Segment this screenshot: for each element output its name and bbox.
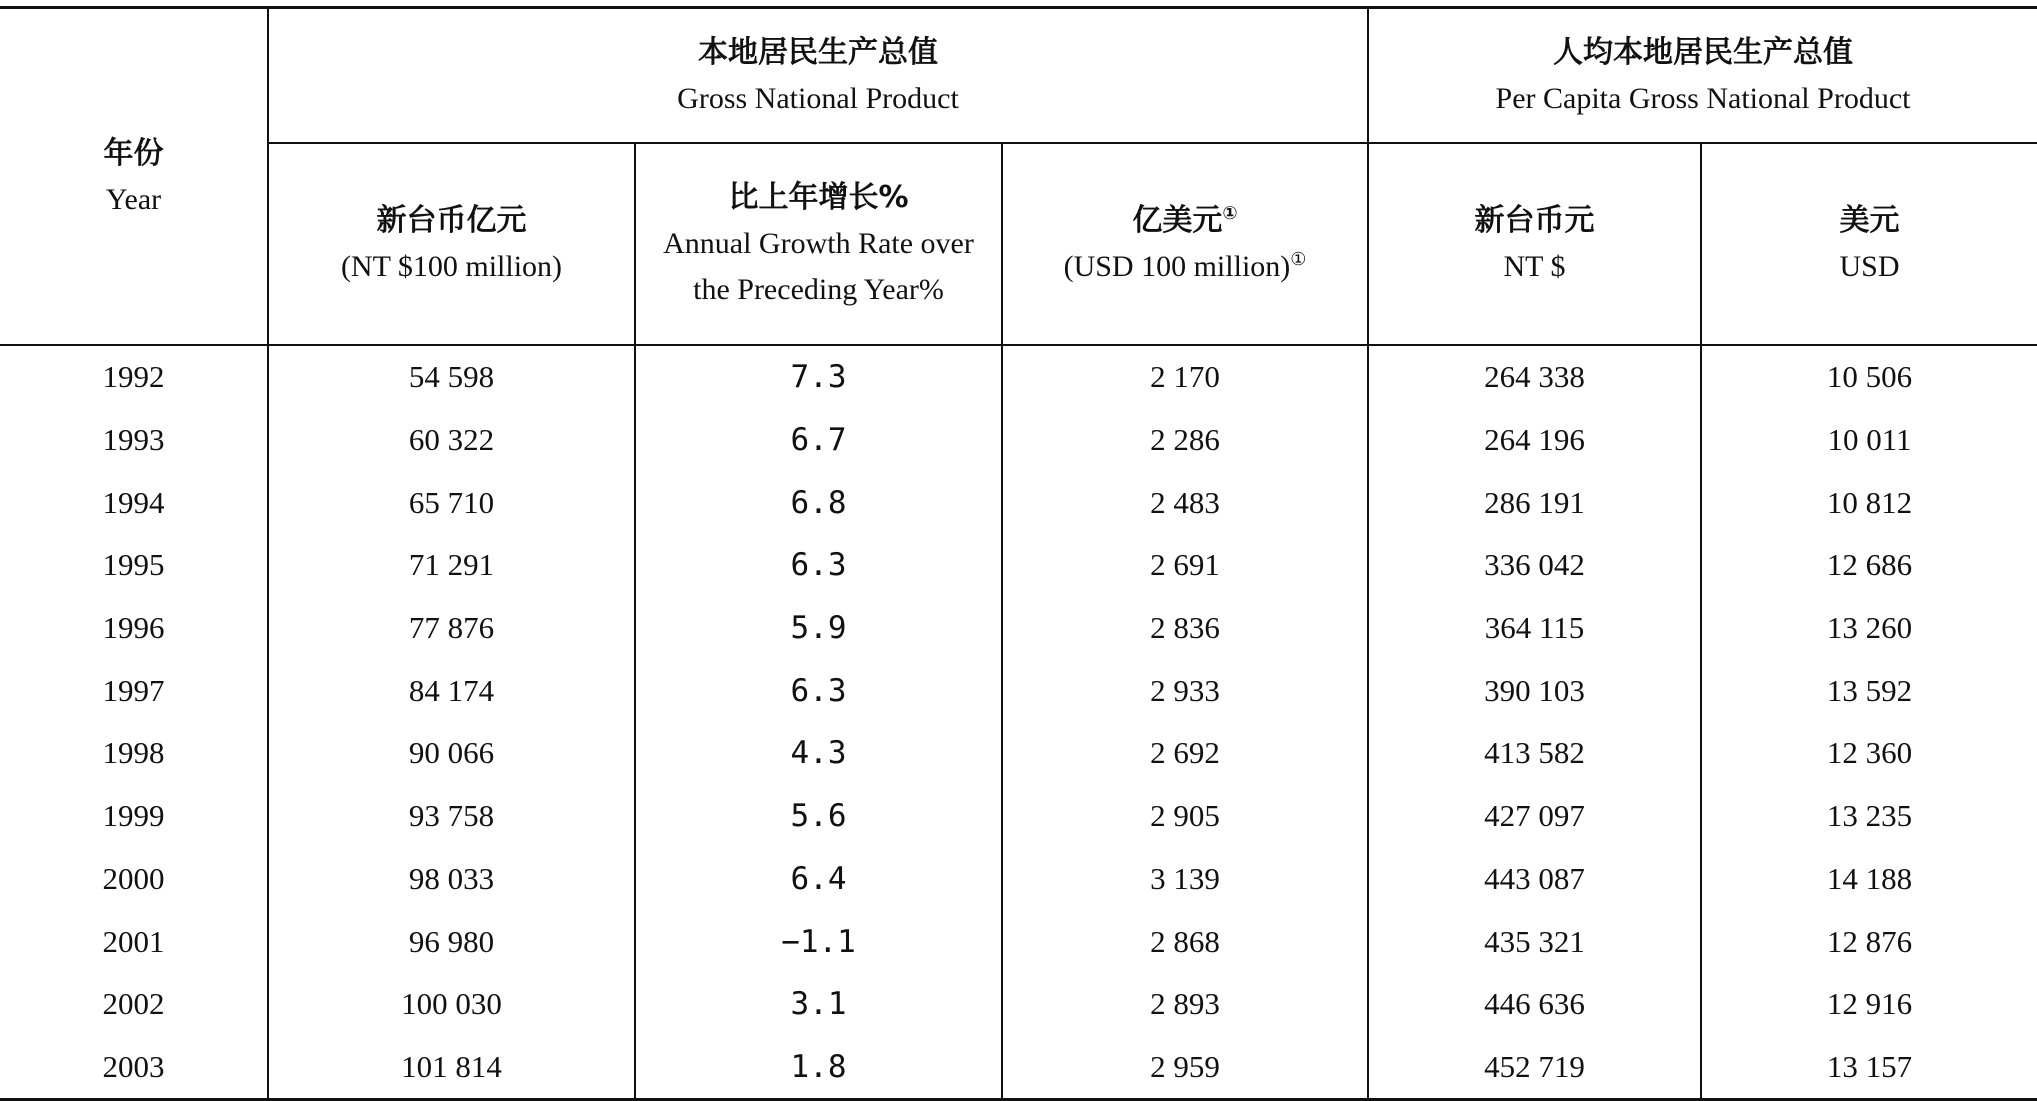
per-capita-usd-cell: 10 011 [1701, 409, 2037, 472]
footnote-mark: ① [1222, 203, 1238, 224]
gnp-usd-cell: 2 483 [1002, 471, 1368, 534]
gnp-ntd-header-en: (NT $100 million) [340, 250, 563, 283]
gnp-usd-cell: 2 933 [1002, 659, 1368, 722]
per-capita-usd-cell: 12 876 [1701, 910, 2037, 973]
year-cell: 1999 [102, 798, 165, 834]
gnp-ntd-cell: 77 876 [268, 597, 635, 660]
gnp-ntd-cell: 96 980 [268, 910, 635, 973]
gnp-ntd-cell: 84 174 [268, 659, 635, 722]
year-cell: 1992 [102, 359, 165, 395]
year-cell: 1993 [102, 422, 165, 458]
table-row [0, 722, 2037, 785]
gnp-usd-cell: 2 893 [1002, 973, 1368, 1036]
year-cell: 2000 [102, 860, 165, 896]
gnp-usd-cell: 2 692 [1002, 722, 1368, 785]
table-row [0, 345, 2037, 409]
table-row [0, 471, 2037, 534]
per-capita-usd-cell: 12 916 [1701, 973, 2037, 1036]
footnote-mark: ① [1290, 249, 1307, 269]
growth-rate-cell: 6.4 [635, 848, 1002, 911]
table-row [0, 534, 2037, 597]
growth-rate-cell: 6.3 [635, 534, 1002, 597]
gnp-usd-column-header [1002, 143, 1368, 345]
gnp-ntd-cell: 71 291 [268, 534, 635, 597]
per-capita-ntd-cell: 452 719 [1368, 1036, 1701, 1100]
gnp-usd-header-en-line [1003, 244, 1367, 290]
per-capita-header-en: Per Capita Gross National Product [1495, 81, 1911, 115]
per-capita-ntd-header-zh: 新台币元 [1474, 203, 1595, 238]
per-capita-ntd-cell: 413 582 [1368, 722, 1701, 785]
per-capita-group-header [1368, 8, 2037, 144]
gnp-ntd-column-header [268, 143, 635, 345]
year-cell: 1995 [102, 547, 165, 583]
per-capita-ntd-cell: 286 191 [1368, 471, 1701, 534]
growth-rate-cell: 6.3 [635, 659, 1002, 722]
gnp-usd-header-en: (USD 100 million) [1063, 250, 1291, 283]
gnp-header-en: Gross National Product [677, 81, 959, 115]
table-row [0, 1036, 2037, 1100]
table-row [0, 910, 2037, 973]
year-cell: 2002 [102, 986, 165, 1022]
per-capita-usd-cell: 13 157 [1701, 1036, 2037, 1100]
per-capita-ntd-column-header [1368, 143, 1701, 345]
year-column-header [0, 8, 268, 346]
gnp-usd-cell: 2 286 [1002, 409, 1368, 472]
per-capita-ntd-cell: 446 636 [1368, 973, 1701, 1036]
gnp-ntd-cell: 93 758 [268, 785, 635, 848]
growth-rate-cell: 4.3 [635, 722, 1002, 785]
gnp-ntd-cell: 54 598 [268, 345, 635, 409]
per-capita-ntd-cell: 427 097 [1368, 785, 1701, 848]
gnp-table [0, 6, 2037, 1101]
per-capita-ntd-cell: 336 042 [1368, 534, 1701, 597]
growth-rate-cell: 5.9 [635, 597, 1002, 660]
per-capita-usd-cell: 14 188 [1701, 848, 2037, 911]
gnp-usd-cell: 2 868 [1002, 910, 1368, 973]
per-capita-header-zh: 人均本地居民生产总值 [1553, 34, 1853, 70]
table-body [0, 345, 2037, 1100]
growth-header-en-line1: Annual Growth Rate over [663, 227, 974, 260]
gnp-ntd-header-zh: 新台币亿元 [376, 203, 527, 238]
gnp-ntd-cell: 60 322 [268, 409, 635, 472]
per-capita-usd-header-zh: 美元 [1839, 203, 1900, 238]
gnp-ntd-cell: 98 033 [268, 848, 635, 911]
table-row [0, 597, 2037, 660]
per-capita-usd-cell: 13 235 [1701, 785, 2037, 848]
per-capita-ntd-cell: 443 087 [1368, 848, 1701, 911]
gnp-ntd-cell: 90 066 [268, 722, 635, 785]
per-capita-usd-column-header [1701, 143, 2037, 345]
year-cell: 1994 [102, 484, 165, 520]
gnp-ntd-cell: 65 710 [268, 471, 635, 534]
gnp-usd-cell: 2 959 [1002, 1036, 1368, 1100]
gnp-usd-cell: 2 170 [1002, 345, 1368, 409]
growth-rate-column-header [635, 143, 1002, 345]
per-capita-ntd-cell: 435 321 [1368, 910, 1701, 973]
gnp-usd-header-zh: 亿美元 [1132, 203, 1223, 238]
gnp-usd-header-zh-line [1003, 198, 1367, 244]
growth-rate-cell: 3.1 [635, 973, 1002, 1036]
gnp-group-header [268, 8, 1368, 144]
growth-header-en-line2: the Preceding Year% [693, 273, 944, 306]
gnp-usd-cell: 2 905 [1002, 785, 1368, 848]
per-capita-ntd-cell: 390 103 [1368, 659, 1701, 722]
year-header-zh: 年份 [103, 135, 164, 171]
per-capita-usd-cell: 10 812 [1701, 471, 2037, 534]
per-capita-ntd-cell: 364 115 [1368, 597, 1701, 660]
per-capita-ntd-cell: 264 196 [1368, 409, 1701, 472]
per-capita-usd-cell: 13 260 [1701, 597, 2037, 660]
per-capita-usd-header-en: USD [1839, 250, 1900, 283]
per-capita-usd-cell: 12 686 [1701, 534, 2037, 597]
year-cell: 1996 [102, 610, 165, 646]
growth-header-zh: 比上年增长% [728, 180, 909, 215]
table-row [0, 973, 2037, 1036]
table-row [0, 848, 2037, 911]
table-row [0, 659, 2037, 722]
year-cell: 1998 [102, 735, 165, 771]
gnp-ntd-cell: 101 814 [268, 1036, 635, 1100]
gnp-usd-cell: 2 691 [1002, 534, 1368, 597]
gnp-ntd-cell: 100 030 [268, 973, 635, 1036]
growth-rate-cell: 1.8 [635, 1036, 1002, 1100]
per-capita-usd-cell: 10 506 [1701, 345, 2037, 409]
year-cell: 1997 [102, 672, 165, 708]
table-header [0, 8, 2037, 346]
table-row [0, 785, 2037, 848]
gnp-header-zh: 本地居民生产总值 [698, 34, 938, 70]
table-row [0, 409, 2037, 472]
year-cell: 2003 [0, 1036, 268, 1100]
gnp-usd-cell: 3 139 [1002, 848, 1368, 911]
growth-rate-cell: 6.7 [635, 409, 1002, 472]
year-header-en: Year [105, 182, 162, 216]
growth-rate-cell: 5.6 [635, 785, 1002, 848]
per-capita-ntd-cell: 264 338 [1368, 345, 1701, 409]
per-capita-ntd-header-en: NT $ [1503, 250, 1566, 283]
year-cell: 2001 [102, 923, 165, 959]
per-capita-usd-cell: 12 360 [1701, 722, 2037, 785]
growth-rate-cell: 7.3 [635, 345, 1002, 409]
gnp-usd-cell: 2 836 [1002, 597, 1368, 660]
growth-rate-cell: −1.1 [635, 910, 1002, 973]
growth-rate-cell: 6.8 [635, 471, 1002, 534]
per-capita-usd-cell: 13 592 [1701, 659, 2037, 722]
